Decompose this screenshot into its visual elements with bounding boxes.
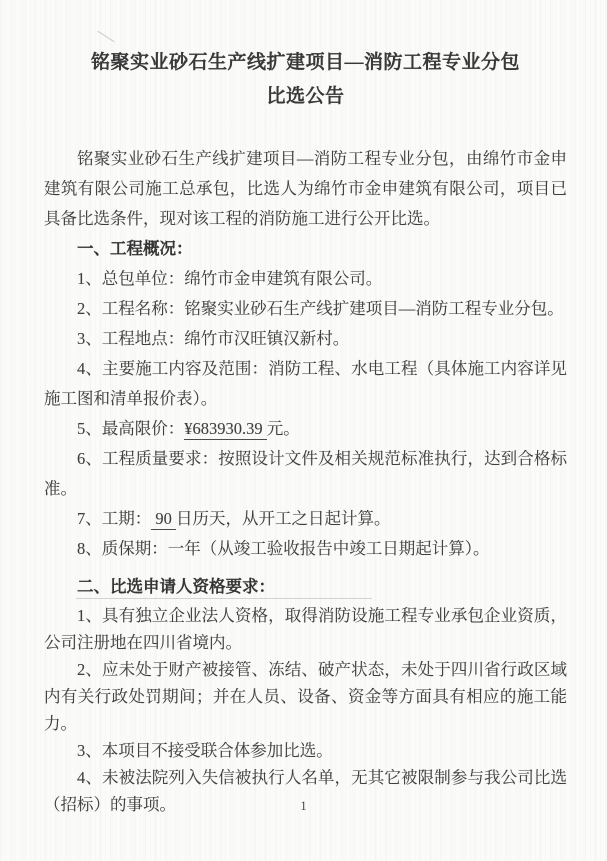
duration-value: 90 — [151, 509, 176, 528]
intro-paragraph: 铭聚实业砂石生产线扩建项目—消防工程专业分包，由绵竹市金申建筑有限公司施工总承包，比选人为绵竹市金申建筑有限公司，项目已具备比选条件，现对该工程的消防施工进行公开比选。 — [44, 149, 567, 228]
page-number: 1 — [300, 799, 307, 813]
section1-item-2: 2、工程名称：铭聚实业砂石生产线扩建项目—消防工程专业分包。 — [77, 299, 564, 318]
document-content — [44, 46, 567, 818]
section1-item-3: 3、工程地点：绵竹市汉旺镇汉新村。 — [77, 329, 350, 348]
max-price-label: 5、最高限价： — [77, 419, 185, 438]
section2-item-2: 2、应未处于财产被接管、冻结、破产状态，未处于四川省行政区域内有关行政处罚期间；并在人员、设备、资金等方面具有相应的施工能力。 — [44, 660, 567, 733]
section1-heading: 一、工程概况： — [77, 239, 193, 258]
section1-item-5 — [44, 414, 567, 444]
scan-artifact-line — [76, 598, 372, 599]
duration-suffix: 日历天，从开工之日起计算。 — [176, 509, 391, 528]
section2-item-4: 4、未被法院列入失信被执行人名单，无其它被限制参与我公司比选（招标）的事项。 — [44, 768, 567, 814]
max-price-suffix: 元。 — [266, 419, 300, 438]
max-price-value: ¥683930.39 — [184, 419, 267, 438]
scan-artifact-mark — [97, 31, 114, 43]
document-title-line1: 铭聚实业砂石生产线扩建项目—消防工程专业分包 — [90, 52, 520, 73]
duration-label: 7、工期： — [77, 509, 152, 528]
section2-item-1: 1、具有独立企业法人资格，取得消防设施工程专业承包企业资质，公司注册地在四川省境内。 — [44, 606, 567, 652]
section2-item-3: 3、本项目不接受联合体参加比选。 — [77, 741, 333, 760]
section1-item-8: 8、质保期：一年（从竣工验收报告中竣工日期起计算）。 — [77, 539, 490, 558]
section2-heading-text: 二、比选申请人资格要求： — [77, 577, 275, 596]
section2-heading — [44, 572, 567, 602]
section1-item-4: 4、主要施工内容及范围：消防工程、水电工程（具体施工内容详见施工图和清单报价表）。 — [44, 359, 567, 408]
document-title-line2: 比选公告 — [266, 86, 345, 107]
section1-item-1: 1、总包单位：绵竹市金申建筑有限公司。 — [77, 269, 383, 288]
section1-item-7 — [44, 504, 567, 534]
section1-item-6: 6、工程质量要求：按照设计文件及相关规范标准执行，达到合格标准。 — [44, 449, 567, 498]
